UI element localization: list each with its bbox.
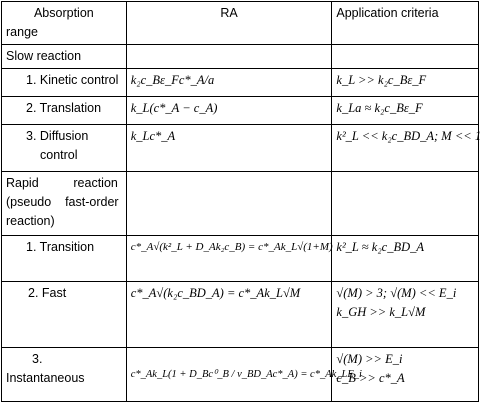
- row-label-line1: 3.: [32, 352, 43, 366]
- row-label-line2: Instantaneous: [6, 371, 85, 385]
- row-ra: k_L(c*_A − c_A): [126, 97, 332, 125]
- absorption-table: [1, 1, 479, 402]
- row-criteria-line2: k_GH >> k_L√M: [336, 305, 426, 319]
- row-label-line2: control: [40, 148, 78, 162]
- row-criteria-line2: c_B >> c*_A: [336, 371, 405, 385]
- row-criteria: k_La ≈ k₂c_Bε_F: [332, 97, 479, 125]
- row-label: 1. Kinetic control: [2, 69, 127, 97]
- row-ra: c*_A√(k²_L + D_Ak₂c_B) = c*_Ak_L√(1+M): [126, 236, 332, 282]
- row-criteria-line1: √(M) >> E_i: [336, 352, 403, 366]
- row-label-line1: 3. Diffusion: [26, 129, 89, 143]
- table-row: [2, 236, 479, 282]
- row-criteria-line1: √(M) > 3; √(M) << E_i: [336, 286, 457, 300]
- row-label: 1. Transition: [2, 236, 127, 282]
- row-label: [2, 172, 127, 236]
- row-ra: [126, 172, 332, 236]
- row-label: 2. Fast: [2, 282, 127, 348]
- row-label-line1: Rapid reaction: [6, 176, 118, 190]
- row-label-line2: (pseudo fast-order: [6, 195, 119, 209]
- header-absorption-line1: Absorption: [33, 6, 94, 20]
- row-criteria: k²_L ≈ k₂c_BD_A: [332, 236, 479, 282]
- table-row: [2, 172, 479, 236]
- row-ra: k₂c_Bε_Fc*_A/a: [126, 69, 332, 97]
- header-ra: [126, 2, 332, 45]
- row-criteria: [332, 348, 479, 402]
- row-ra: [126, 45, 332, 69]
- row-label: Slow reaction: [2, 45, 127, 69]
- header-criteria-label: Application criteria: [336, 6, 439, 20]
- header-absorption-range: [2, 2, 127, 45]
- table-row: [2, 45, 479, 69]
- table-row: [2, 348, 479, 402]
- row-criteria: [332, 45, 479, 69]
- header-row: [2, 2, 479, 45]
- header-absorption-line2: range: [6, 25, 38, 39]
- row-label: [2, 125, 127, 172]
- row-criteria: k²_L << k₂c_BD_A; M << 1: [332, 125, 479, 172]
- row-ra: c*_A√(k₂c_BD_A) = c*_Ak_L√M: [126, 282, 332, 348]
- table-row: [2, 125, 479, 172]
- header-ra-label: RA: [220, 6, 238, 20]
- row-ra: k_Lc*_A: [126, 125, 332, 172]
- row-label: [2, 348, 127, 402]
- row-criteria: [332, 172, 479, 236]
- row-criteria: k_L >> k₂c_Bε_F: [332, 69, 479, 97]
- table-row: [2, 69, 479, 97]
- row-criteria: [332, 282, 479, 348]
- row-ra: c*_Ak_L(1 + D_Bc⁰_B / v_BD_Ac*_A) = c*_Ak_LE_i: [126, 348, 332, 402]
- table-row: [2, 282, 479, 348]
- table-row: [2, 97, 479, 125]
- row-label-line3: reaction): [6, 214, 55, 228]
- header-application-criteria: [332, 2, 479, 45]
- row-label: 2. Translation: [2, 97, 127, 125]
